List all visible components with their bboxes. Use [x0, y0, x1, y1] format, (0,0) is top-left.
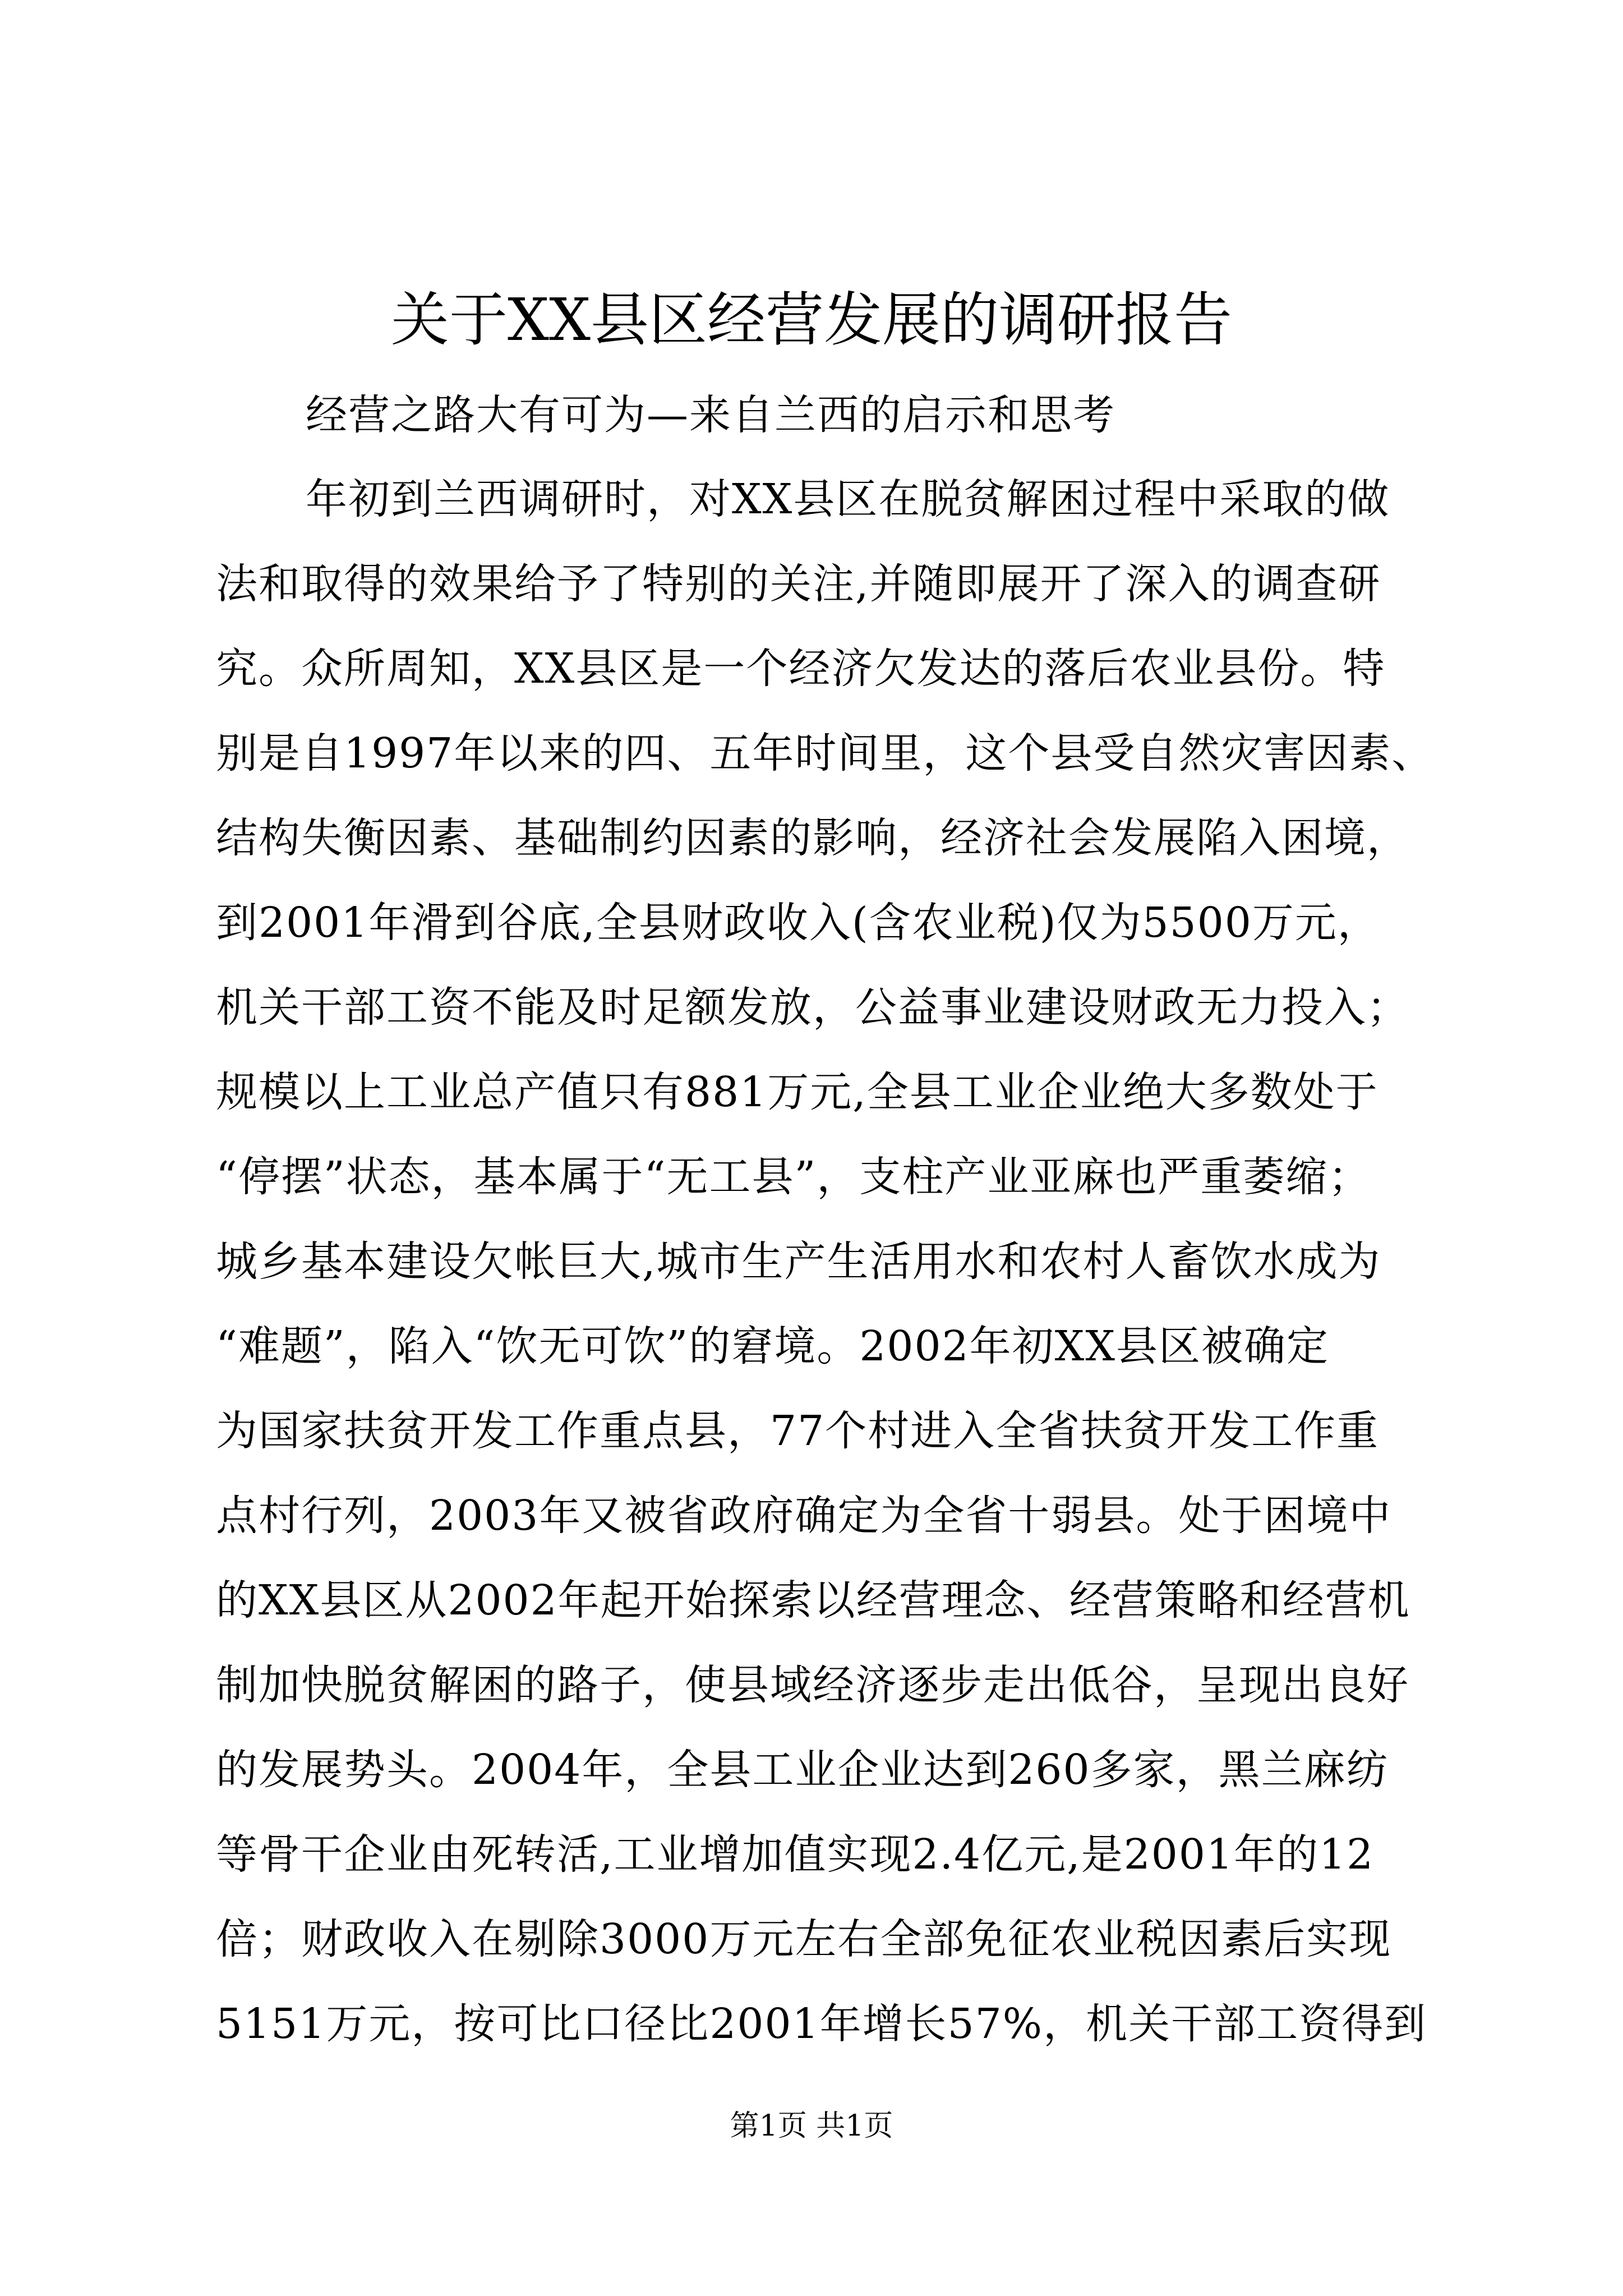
- body-line: 5151万元，按可比口径比2001年增长57%，机关干部工资得到: [216, 2000, 1427, 2048]
- body-line: 的发展势头。2004年，全县工业企业达到260多家，黑兰麻纺: [216, 1746, 1389, 1794]
- body-line: 规模以上工业总产值只有881万元,全县工业企业绝大多数处于: [216, 1068, 1378, 1116]
- document-subtitle: 经营之路大有可为—来自兰西的启示和思考: [306, 391, 1115, 439]
- body-line: 到2001年滑到谷底,全县财政收入(含农业税)仅为5500万元，: [216, 899, 1380, 947]
- body-line: 为国家扶贫开发工作重点县，77个村进入全省扶贫开发工作重: [216, 1407, 1380, 1455]
- body-line: “难题”，陷入“饮无可饮”的窘境。2002年初XX县区被确定: [216, 1322, 1330, 1370]
- body-line: 结构失衡因素、基础制约因素的影响，经济社会发展陷入困境，: [216, 814, 1409, 862]
- body-line: “停摆”状态，基本属于“无工县”，支柱产业亚麻也严重萎缩；: [216, 1153, 1371, 1201]
- body-line: 究。众所周知，XX县区是一个经济欠发达的落后农业县份。特: [216, 645, 1386, 693]
- body-line: 等骨干企业由死转活,工业增加值实现2.4亿元,是2001年的12: [216, 1830, 1375, 1879]
- body-line: 城乡基本建设欠帐巨大,城市生产生活用水和农村人畜饮水成为: [216, 1237, 1381, 1286]
- body-line: 别是自1997年以来的四、五年时间里，这个县受自然灾害因素、: [216, 729, 1435, 777]
- body-line: 机关干部工资不能及时足额发放，公益事业建设财政无力投入；: [216, 983, 1409, 1032]
- document-body: [216, 471, 1435, 2081]
- document-title: 关于XX县区经营发展的调研报告: [390, 286, 1233, 354]
- body-line: 点村行列，2003年又被省政府确定为全省十弱县。处于困境中: [216, 1492, 1392, 1540]
- body-line: 的XX县区从2002年起开始探索以经营理念、经营策略和经营机: [216, 1576, 1410, 1625]
- body-line: 制加快脱贫解困的路子，使县域经济逐步走出低谷，呈现出良好: [216, 1661, 1409, 1709]
- body-line: 法和取得的效果给予了特别的关注,并随即展开了深入的调查研: [216, 560, 1381, 608]
- body-line: 年初到兰西调研时，对XX县区在脱贫解困过程中采取的做: [306, 475, 1390, 523]
- page-number-footer: 第1页 共1页: [730, 2109, 893, 2143]
- body-line: 倍；财政收入在剔除3000万元左右全部免征农业税因素后实现: [216, 1915, 1392, 1963]
